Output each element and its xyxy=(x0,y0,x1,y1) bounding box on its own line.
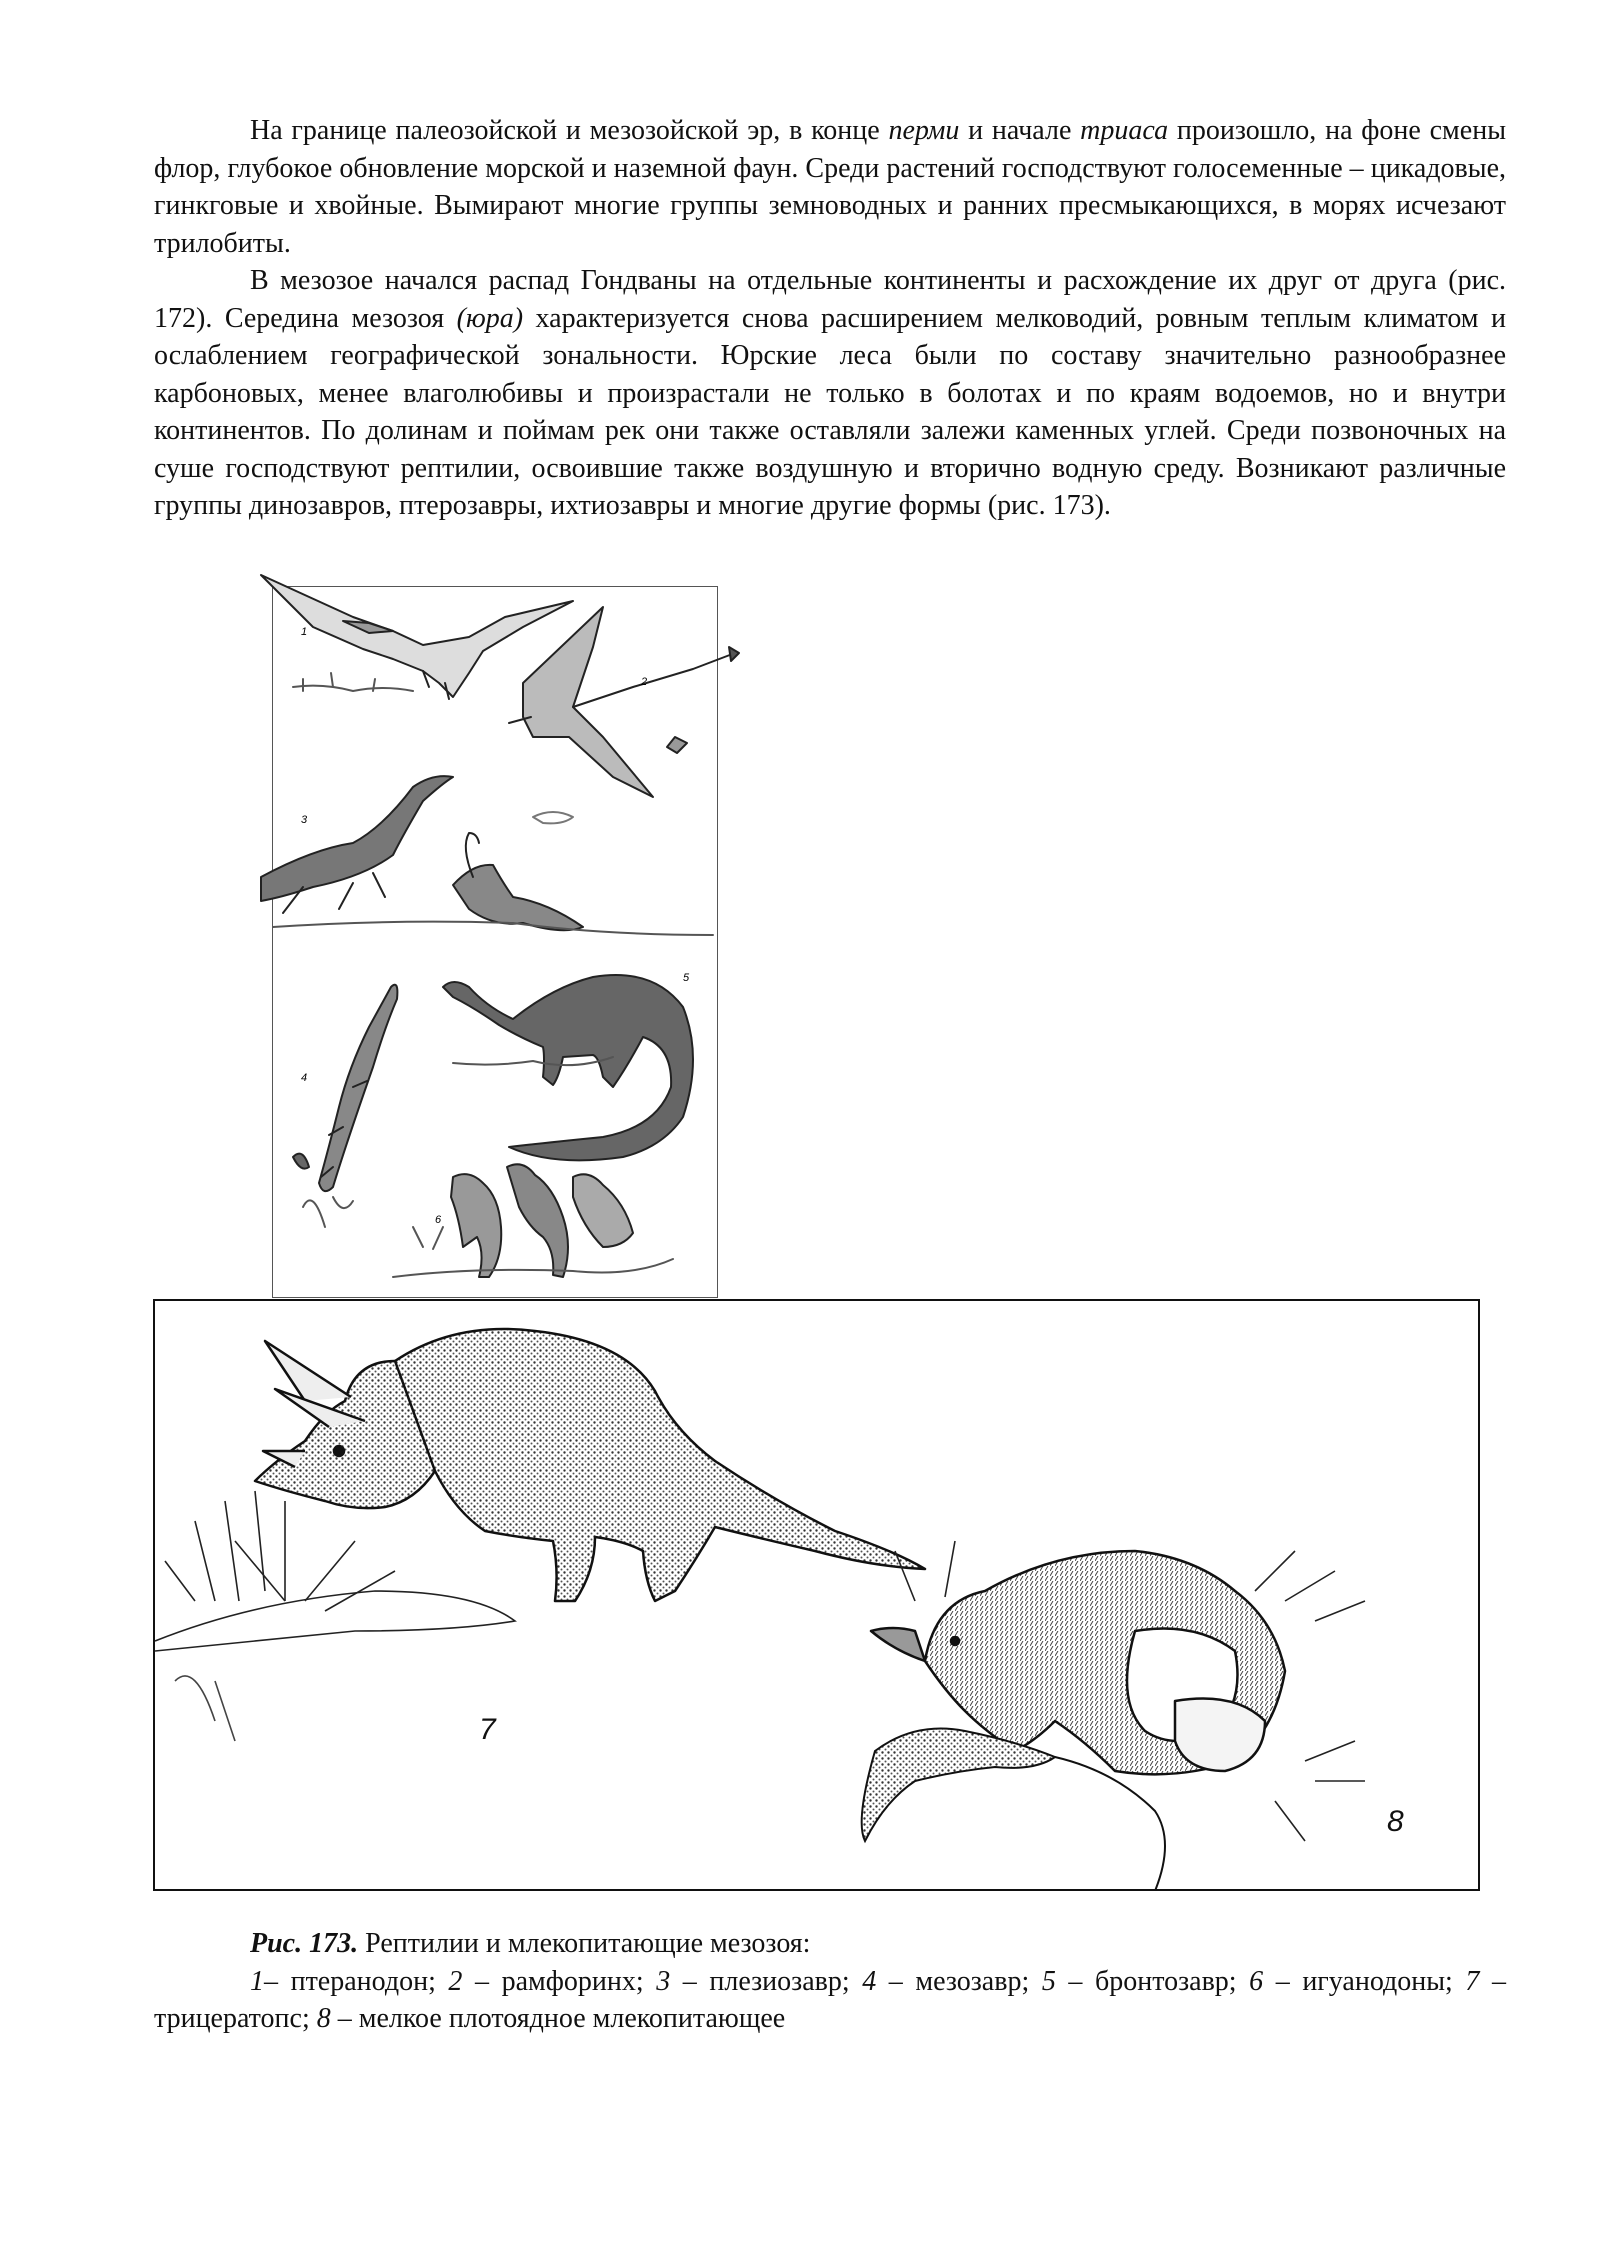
p2-text-2: характеризуется снова расширением мелководий, ровным теплым климатом и ослаблением географической зональности. Юрские леса были по составу значительно разнообразнее карбоновых, менее влаголюбивы и произрастали не только в болотах и по краям водоемов, но и внутри континентов. По долинам и поймам рек они также оставляли залежи каменных углей. Среди позвоночных на суше господствуют рептилии, освоившие также воздушную и вторично водную среду. Возникают различные группы динозавров, птерозавры, ихтиозавры и многие другие формы (рис. 173). xyxy=(154,302,1506,521)
figure-triceratops-mammal xyxy=(153,1299,1480,1891)
triceratops-drawing xyxy=(255,1329,925,1601)
paragraph-1 xyxy=(154,112,1506,262)
caption-item-num: 5 xyxy=(1041,1965,1056,1997)
figure-caption xyxy=(154,1925,1506,2038)
caption-title: Рис. 173. xyxy=(250,1928,359,1959)
caption-item-text: – бронтозавр; xyxy=(1055,1965,1250,1997)
plesiosaur-drawing xyxy=(261,776,713,935)
caption-item-num: 3 xyxy=(656,1965,671,1997)
caption-item-text: – мезозавр; xyxy=(876,1965,1042,1997)
brontosaurus-drawing xyxy=(443,975,693,1160)
caption-item-num: 4 xyxy=(862,1965,877,1997)
grass-left xyxy=(155,1491,515,1741)
p1-text-2: и начале xyxy=(959,115,1081,146)
caption-items-line xyxy=(154,1963,1506,2038)
caption-item-num: 7 xyxy=(1465,1965,1480,1997)
mesosaur-drawing xyxy=(293,985,397,1227)
figure-mesozoic-reptiles xyxy=(272,586,718,1298)
p1-italic-trias: триаса xyxy=(1080,115,1169,146)
reptiles-illustration xyxy=(273,587,717,1297)
caption-item-text: – мелкое плотоядное млекопитающее xyxy=(330,2003,786,2034)
caption-item-num: 6 xyxy=(1249,1965,1264,1997)
body-text xyxy=(154,112,1506,525)
p1-text-3: произошло, на фоне смены флор, глубокое обновление морской и наземной фаун. Среди растений господствуют голосеменные – цикадовые, гинкговые и хвойные. Вымирают многие группы земноводных и ранних пресмыкающихся, в морях исчезают трилобиты. xyxy=(154,115,1506,259)
caption-item-text: – игуанодоны; xyxy=(1263,1965,1466,1997)
p1-italic-perm: перми xyxy=(888,115,960,146)
paragraph-2 xyxy=(154,262,1506,525)
caption-title-rest: Рептилии и млекопитающие мезозоя: xyxy=(358,1928,811,1959)
label-3: 3 xyxy=(301,814,308,826)
label-7: 7 xyxy=(479,1713,496,1746)
p2-italic-jura: (юра) xyxy=(456,302,524,334)
caption-item-num: 8 xyxy=(316,2003,331,2034)
caption-item-text: – птеранодон; xyxy=(264,1965,449,1997)
label-8: 8 xyxy=(1387,1805,1404,1838)
triceratops-mammal-illustration xyxy=(155,1301,1478,1889)
caption-title-line xyxy=(154,1925,1506,1963)
caption-item-text: – трицератопс; xyxy=(154,1965,1507,2034)
caption-item-num: 1 xyxy=(250,1965,264,1997)
p2-text-1: В мезозое начался распад Гондваны на отдельные континенты и расхождение их друг от друга (рис. 172). Середина мезозоя xyxy=(154,265,1506,334)
caption-item-num: 2 xyxy=(448,1965,463,1997)
caption-item-text: – рамфоринх; xyxy=(462,1965,657,1997)
p1-text-1: На границе палеозойской и мезозойской эр, в конце xyxy=(250,115,889,146)
label-5: 5 xyxy=(683,972,690,984)
label-1: 1 xyxy=(301,626,308,638)
label-4: 4 xyxy=(301,1072,308,1084)
caption-item-text: – плезиозавр; xyxy=(670,1965,863,1997)
rhamphorhynchus-drawing xyxy=(509,607,739,797)
label-6: 6 xyxy=(435,1214,442,1226)
label-2: 2 xyxy=(641,676,648,688)
